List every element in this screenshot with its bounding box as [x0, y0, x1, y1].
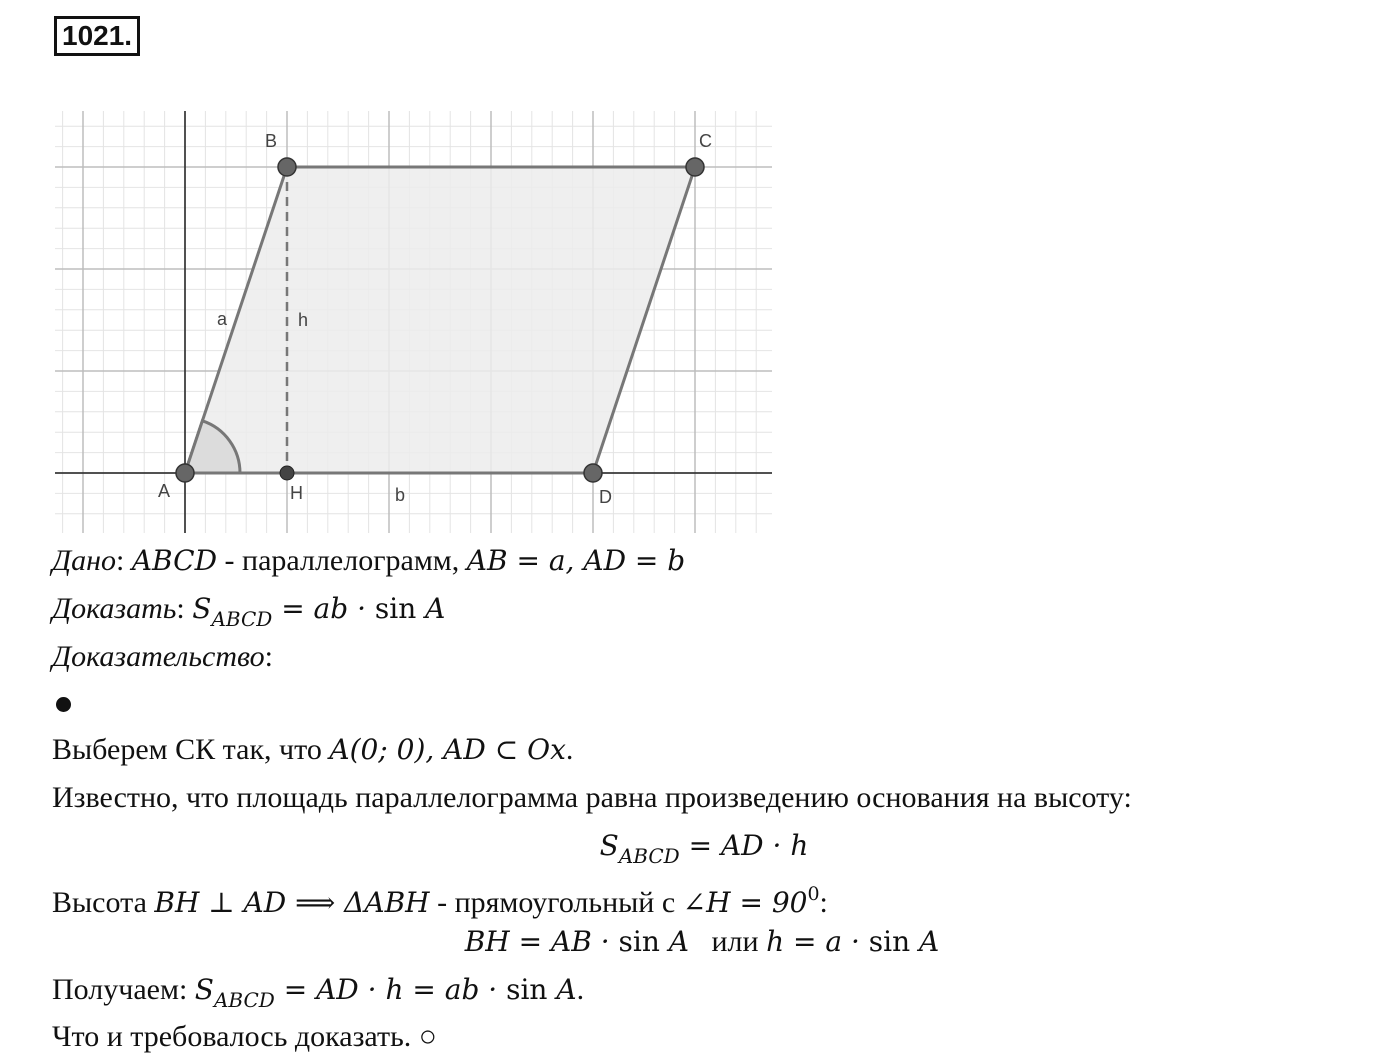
point-b: [278, 158, 296, 176]
proof-conclusion: Что и требовалось доказать. ○: [52, 1020, 437, 1053]
parallelogram-figure: [50, 105, 780, 540]
bullet: [56, 697, 71, 712]
given-line: Дано: ABCD - параллелограмм, AB = a, AD = b: [52, 544, 686, 577]
formula-area: $S_{ABCD}$ = AD · h: [599, 829, 809, 868]
label-height-h: h: [298, 310, 309, 330]
point-d: [584, 464, 602, 482]
proof-line-1: Выберем СК так, что A(0; 0), AD ⊂ Ox.: [52, 733, 574, 766]
point-a: [176, 464, 194, 482]
label-b-vertex: B: [265, 131, 278, 151]
point-c: [686, 158, 704, 176]
label-a-vertex: A: [158, 481, 171, 501]
problem-number: 1021.: [54, 16, 140, 56]
label-c-vertex: C: [699, 131, 712, 151]
point-h: [280, 466, 294, 480]
label-d-vertex: D: [599, 487, 612, 507]
proof-result-line: Получаем: $S_{ABCD}$ = AD · h = ab · sin A.: [52, 973, 585, 1012]
label-h-vertex: H: [290, 483, 303, 503]
proof-heading: Доказательство:: [52, 640, 273, 673]
prove-line: Доказать: $S_{ABCD}$ = ab · sin A: [52, 592, 446, 631]
label-side-a: a: [217, 309, 228, 329]
parallelogram-abcd: [185, 167, 695, 473]
formula-bh: BH = AB · sin A или h = a · sin A: [464, 925, 940, 958]
proof-line-height: Высота BH ⊥ AD ⟹ ΔABH - прямоугольный с ∠H = $90^0$:: [52, 883, 828, 919]
label-side-b: b: [395, 485, 406, 505]
proof-line-2: Известно, что площадь параллелограмма равна произведению основания на высоту:: [52, 781, 1132, 814]
